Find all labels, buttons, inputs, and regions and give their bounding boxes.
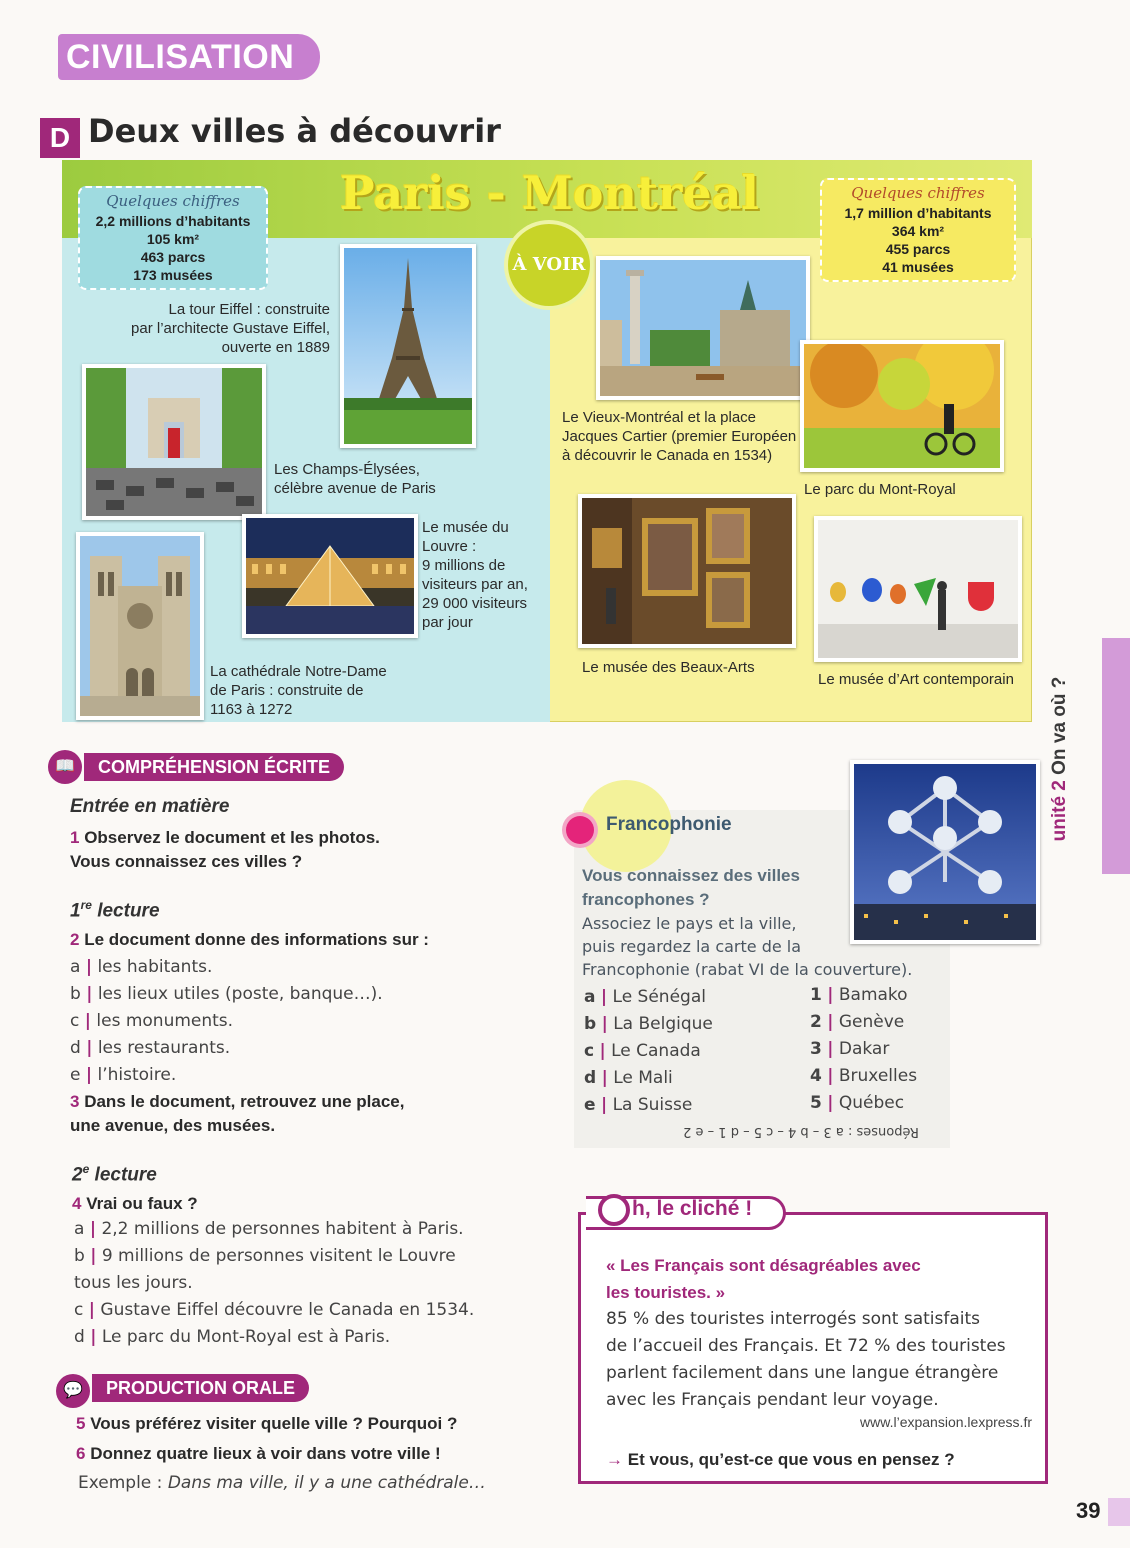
country-letter: a	[584, 987, 596, 1007]
caption-line: La tour Eiffel : construite	[168, 301, 330, 318]
montreal-figures-box	[820, 178, 1016, 282]
caption-line: 9 millions de	[422, 557, 506, 574]
question-text: Observez le document et les photos.	[84, 828, 380, 847]
caption-line: de Paris : construite de	[210, 682, 364, 699]
statement-text: Le parc du Mont-Royal est à Paris.	[101, 1327, 391, 1347]
francophonie-countries	[584, 984, 764, 1119]
caption-mont-royal: Le parc du Mont-Royal	[804, 481, 956, 498]
instruction-line: puis regardez la carte de la	[582, 937, 802, 956]
lecture-superscript: re	[80, 898, 92, 912]
country-letter: e	[584, 1095, 596, 1115]
caption-line: par l’architecte Gustave Eiffel,	[131, 320, 330, 337]
question-4	[72, 1192, 198, 1216]
caption-line: Le musée du	[422, 519, 509, 536]
country-a: a | Le Sénégal	[584, 987, 706, 1007]
side-tab-label	[1049, 669, 1071, 849]
paris-figures-box	[78, 186, 268, 290]
city-name: Dakar	[838, 1039, 890, 1059]
quote-line: « Les Français sont désagréables avec	[606, 1256, 921, 1275]
option-text: les lieux utiles (poste, banque…).	[97, 984, 383, 1004]
montreal-figure: 1,7 million d’habitants	[844, 205, 992, 221]
question-number: 5	[76, 1414, 86, 1433]
francophonie-answers-upside-down: Réponses : a 3 – b 4 – c 5 – d 1 – e 2	[683, 1124, 919, 1139]
body-line: parlent facilement dans une langue étrangère	[606, 1363, 999, 1383]
cliche-body	[606, 1306, 1036, 1414]
section-letter-badge: D	[40, 118, 80, 158]
montreal-figures-title: Quelques chiffres	[851, 184, 985, 202]
cliche-o-icon	[598, 1194, 630, 1226]
entree-en-matiere-heading: Entrée en matière	[70, 796, 230, 817]
country-name: La Suisse	[612, 1095, 693, 1115]
body-line: de l’accueil des Français. Et 72 % des touristes	[606, 1336, 1006, 1356]
speech-bubble-icon: 💬	[56, 1374, 90, 1408]
a-voir-badge: À VOIR	[508, 224, 590, 306]
body-line: avec les Français pendant leur voyage.	[606, 1390, 939, 1410]
side-tab	[1102, 638, 1130, 874]
city-number: 2	[810, 1012, 822, 1032]
question-5	[76, 1412, 556, 1436]
question-number: 1	[70, 828, 80, 847]
francophonie-title: Francophonie	[606, 814, 732, 835]
page-corner-tab	[1108, 1498, 1130, 1526]
option-letter: c	[70, 1011, 80, 1031]
question-text: Et vous, qu’est-ce que vous en pensez ?	[627, 1450, 955, 1469]
notre-dame-photo	[76, 532, 204, 720]
lecture-superscript: e	[82, 1162, 90, 1176]
option-letter: a	[70, 957, 81, 977]
unit-label: unité 2	[1049, 780, 1070, 842]
lecture-number: 2	[72, 1164, 83, 1186]
arrow-icon: →	[606, 1450, 623, 1469]
country-d: d | Le Mali	[584, 1068, 673, 1088]
beaux-arts-photo	[578, 494, 796, 648]
paris-figure: 463 parcs	[140, 249, 206, 265]
caption-louvre	[422, 518, 548, 632]
paris-figure: 105 km²	[146, 231, 200, 247]
body-line: 85 % des touristes interrogés sont satisfaits	[606, 1309, 981, 1329]
exemple-label: Exemple :	[78, 1473, 168, 1493]
option-letter: e	[70, 1065, 81, 1085]
city-1: 1 | Bamako	[810, 985, 908, 1005]
panel-title: Paris - Montréal	[340, 166, 759, 220]
country-b: b | La Belgique	[584, 1014, 713, 1034]
question-number: 6	[76, 1444, 86, 1463]
caption-line: Louvre :	[422, 538, 477, 555]
paris-figure: 2,2 millions d’habitants	[95, 213, 251, 229]
caption-line: 29 000 visiteurs	[422, 595, 528, 612]
caption-line: célèbre avenue de Paris	[274, 480, 436, 497]
question-number: 2	[70, 930, 80, 949]
question-text: Vous préférez visiter quelle ville ? Pourquoi ?	[90, 1414, 458, 1433]
lecture-number: 1	[70, 900, 81, 922]
city-number: 5	[810, 1093, 822, 1113]
cliche-source: www.l’expansion.lexpress.fr	[860, 1414, 1032, 1430]
option-text: les habitants.	[97, 957, 213, 977]
book-icon: 📖	[48, 750, 82, 784]
caption-line: 1163 à 1272	[210, 701, 293, 718]
francophonie-instructions	[582, 912, 942, 981]
caption-line: Les Champs-Élysées,	[274, 461, 420, 478]
caption-notre-dame	[210, 662, 430, 719]
caption-line: à découvrir le Canada en 1534)	[562, 447, 773, 464]
section-banner: CIVILISATION	[58, 34, 320, 80]
city-name: Bruxelles	[838, 1066, 918, 1086]
question-text: une avenue, des musées.	[70, 1116, 276, 1135]
paris-figure: 173 musées	[133, 267, 213, 283]
city-3: 3 | Dakar	[810, 1039, 890, 1059]
question-4-statements	[74, 1216, 544, 1351]
question-1	[70, 826, 530, 874]
montreal-figure: 455 parcs	[885, 241, 951, 257]
caption-line: visiteurs par an,	[422, 576, 528, 593]
country-letter: b	[584, 1014, 597, 1034]
exemple-line	[78, 1470, 558, 1497]
country-name: Le Canada	[611, 1041, 701, 1061]
lecture-label: lecture	[91, 900, 160, 922]
city-number: 3	[810, 1039, 822, 1059]
city-5: 5 | Québec	[810, 1093, 905, 1113]
statement-d: d | Le parc du Mont-Royal est à Paris.	[74, 1327, 391, 1347]
option-text: l’histoire.	[97, 1065, 177, 1085]
quote-line: les touristes. »	[606, 1283, 726, 1302]
francophonie-question	[582, 864, 852, 912]
statement-text: 2,2 millions de personnes habitent à Paris.	[101, 1219, 464, 1239]
mont-royal-photo	[800, 340, 1004, 472]
country-name: Le Sénégal	[612, 987, 706, 1007]
question-number: 4	[72, 1194, 82, 1213]
question-2	[70, 928, 530, 952]
premiere-lecture-heading	[70, 898, 160, 922]
eiffel-tower-photo	[340, 244, 476, 448]
page-number: 39	[1076, 1498, 1101, 1523]
champs-elysees-photo	[82, 364, 266, 520]
option-letter: b	[70, 984, 81, 1004]
vieux-montreal-photo	[596, 256, 810, 400]
paris-figures-title: Quelques chiffres	[106, 192, 240, 210]
option-letter: d	[70, 1038, 81, 1058]
option-b: b | les lieux utiles (poste, banque…).	[70, 984, 383, 1004]
cliche-quote	[606, 1252, 1026, 1306]
city-name: Québec	[838, 1093, 905, 1113]
question-6	[76, 1442, 556, 1466]
caption-line: Le Vieux-Montréal et la place	[562, 409, 757, 426]
country-letter: d	[584, 1068, 597, 1088]
caption-line: Jacques Cartier (premier Européen	[562, 428, 797, 445]
city-2: 2 | Genève	[810, 1012, 905, 1032]
deuxieme-lecture-heading	[72, 1162, 157, 1186]
caption-line: ouverte en 1889	[221, 339, 330, 356]
unit-title: On va où ?	[1049, 676, 1070, 775]
question-2-options	[70, 954, 530, 1089]
cliche-question	[606, 1450, 1036, 1470]
question-text: Donnez quatre lieux à voir dans votre ville !	[90, 1444, 441, 1463]
city-name: Genève	[838, 1012, 905, 1032]
caption-line: par jour	[422, 614, 473, 631]
caption-champs-elysees	[274, 460, 474, 498]
city-number: 1	[810, 985, 822, 1005]
city-name: Bamako	[838, 985, 908, 1005]
exemple-text: Dans ma ville, il y a une cathédrale…	[167, 1473, 486, 1493]
city-4: 4 | Bruxelles	[810, 1066, 918, 1086]
question-line: francophones ?	[582, 890, 710, 909]
country-e: e | La Suisse	[584, 1095, 693, 1115]
question-line: Vous connaissez des villes	[582, 866, 800, 885]
production-orale-header: PRODUCTION ORALE	[92, 1374, 309, 1402]
montreal-figure: 364 km²	[891, 223, 945, 239]
country-name: Le Mali	[613, 1068, 673, 1088]
option-a: a | les habitants.	[70, 957, 213, 977]
question-number: 3	[70, 1092, 80, 1111]
question-text: Le document donne des informations sur :	[84, 930, 429, 949]
option-c: c | les monuments.	[70, 1011, 234, 1031]
question-text: Vrai ou faux ?	[86, 1194, 198, 1213]
caption-line: La cathédrale Notre-Dame	[210, 663, 387, 680]
country-name: La Belgique	[613, 1014, 713, 1034]
caption-art-contemporain: Le musée d’Art contemporain	[818, 671, 1014, 688]
page-title: Deux villes à découvrir	[88, 112, 501, 150]
option-e: e | l’histoire.	[70, 1065, 177, 1085]
francophonie-cities	[810, 982, 940, 1117]
caption-beaux-arts: Le musée des Beaux-Arts	[582, 659, 755, 676]
question-3	[70, 1090, 540, 1138]
statement-c: c | Gustave Eiffel découvre le Canada en 1534.	[74, 1300, 475, 1320]
instruction-line: Francophonie (rabat VI de la couverture).	[582, 960, 913, 979]
louvre-photo	[242, 514, 418, 638]
francophonie-dot-icon	[566, 816, 594, 844]
montreal-figure: 41 musées	[882, 259, 954, 275]
country-letter: c	[584, 1041, 595, 1061]
option-text: les restaurants.	[97, 1038, 231, 1058]
caption-vieux-montreal	[562, 408, 812, 465]
statement-text: 9 millions de personnes visitent le Louvre	[101, 1246, 456, 1266]
comprehension-header: COMPRÉHENSION ÉCRITE	[84, 753, 344, 781]
statement-text: Gustave Eiffel découvre le Canada en 1534.	[100, 1300, 475, 1320]
statement-b-continued: tous les jours.	[74, 1273, 193, 1293]
statement-b: b | 9 millions de personnes visitent le Louvre	[74, 1246, 456, 1266]
country-c: c | Le Canada	[584, 1041, 701, 1061]
instruction-line: Associez le pays et la ville,	[582, 914, 797, 933]
question-text: Vous connaissez ces villes ?	[70, 852, 303, 871]
art-contemporain-photo	[814, 516, 1022, 662]
option-d: d | les restaurants.	[70, 1038, 231, 1058]
option-text: les monuments.	[96, 1011, 234, 1031]
question-text: Dans le document, retrouvez une place,	[84, 1092, 405, 1111]
lecture-label: lecture	[89, 1164, 157, 1186]
statement-a: a | 2,2 millions de personnes habitent à Paris.	[74, 1219, 464, 1239]
cliche-title: h, le cliché !	[632, 1197, 753, 1220]
caption-tour-eiffel	[100, 300, 330, 357]
city-number: 4	[810, 1066, 822, 1086]
